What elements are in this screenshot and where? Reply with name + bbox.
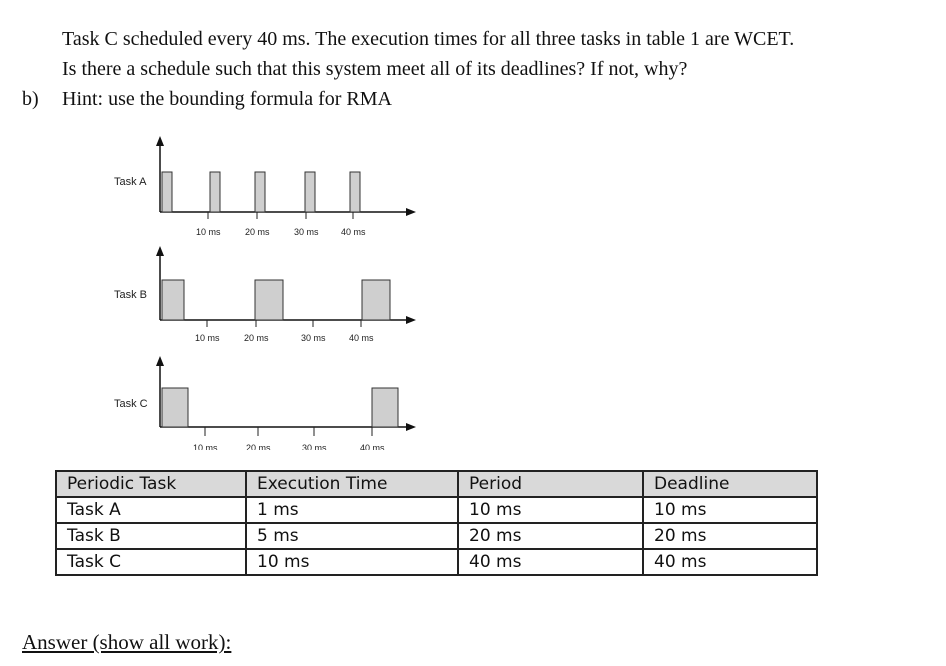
task-a-pulse — [210, 172, 220, 212]
task-c-tick-label: 40 ms — [360, 443, 385, 450]
answer-label: Answer (show all work): — [22, 630, 232, 654]
header-deadline: Deadline — [643, 471, 817, 497]
task-a-tick-label: 30 ms — [294, 227, 319, 237]
task-b-y-arrow — [156, 246, 164, 256]
header-periodic-task: Periodic Task — [56, 471, 246, 497]
task-a-pulse — [350, 172, 360, 212]
task-a-tick-label: 10 ms — [196, 227, 221, 237]
task-b-pulse — [162, 280, 184, 320]
task-c-tick-label: 20 ms — [246, 443, 271, 450]
task-a-pulse — [305, 172, 315, 212]
task-b-pulse — [362, 280, 390, 320]
task-c-y-arrow — [156, 356, 164, 366]
task-a-label: Task A — [114, 176, 147, 188]
task-c-pulse — [162, 388, 188, 427]
question-line-2: Is there a schedule such that this system meet all of its deadlines? If not, why? — [62, 58, 688, 80]
task-a-tick-label: 40 ms — [341, 227, 366, 237]
table-cell: 1 ms — [246, 497, 458, 523]
task-b-tick-label: 20 ms — [244, 333, 269, 343]
table-row — [56, 523, 817, 549]
header-execution-time: Execution Time — [246, 471, 458, 497]
task-b-x-arrow — [406, 316, 416, 324]
table-cell: 10 ms — [246, 549, 458, 575]
task-a-x-arrow — [406, 208, 416, 216]
task-c-tick-strip — [0, 440, 946, 450]
task-b-tick-label: 40 ms — [349, 333, 374, 343]
task-c-x-arrow — [406, 423, 416, 431]
header-period: Period — [458, 471, 643, 497]
task-b-tick-label: 10 ms — [195, 333, 220, 343]
table-cell: 40 ms — [643, 549, 817, 575]
task-c-tick-label: 30 ms — [302, 443, 327, 450]
task-a-pulse — [255, 172, 265, 212]
task-b-label: Task B — [114, 289, 148, 301]
table-row — [56, 549, 817, 575]
task-b-pulse — [255, 280, 283, 320]
table-cell: 20 ms — [643, 523, 817, 549]
table-cell: 20 ms — [458, 523, 643, 549]
task-a-y-arrow — [156, 136, 164, 146]
part-b-hint: Hint: use the bounding formula for RMA — [62, 88, 392, 110]
table-header-row — [56, 471, 817, 497]
task-a-tick-label: 20 ms — [245, 227, 270, 237]
task-a-pulse — [162, 172, 172, 212]
table-cell: Task B — [56, 523, 246, 549]
table-cell: 10 ms — [458, 497, 643, 523]
table-row — [56, 497, 817, 523]
task-c-pulse — [372, 388, 398, 427]
task-table — [55, 470, 818, 576]
table-cell: 5 ms — [246, 523, 458, 549]
table-cell: Task A — [56, 497, 246, 523]
table-cell: 10 ms — [643, 497, 817, 523]
task-c-label: Task C — [114, 398, 148, 410]
task-b-tick-label: 30 ms — [301, 333, 326, 343]
table-cell: 40 ms — [458, 549, 643, 575]
part-b-label: b) — [22, 88, 39, 110]
question-line-1: Task C scheduled every 40 ms. The execution times for all three tasks in table 1 are WCET. — [62, 28, 795, 50]
table-cell: Task C — [56, 549, 246, 575]
task-c-tick-label: 10 ms — [193, 443, 218, 450]
